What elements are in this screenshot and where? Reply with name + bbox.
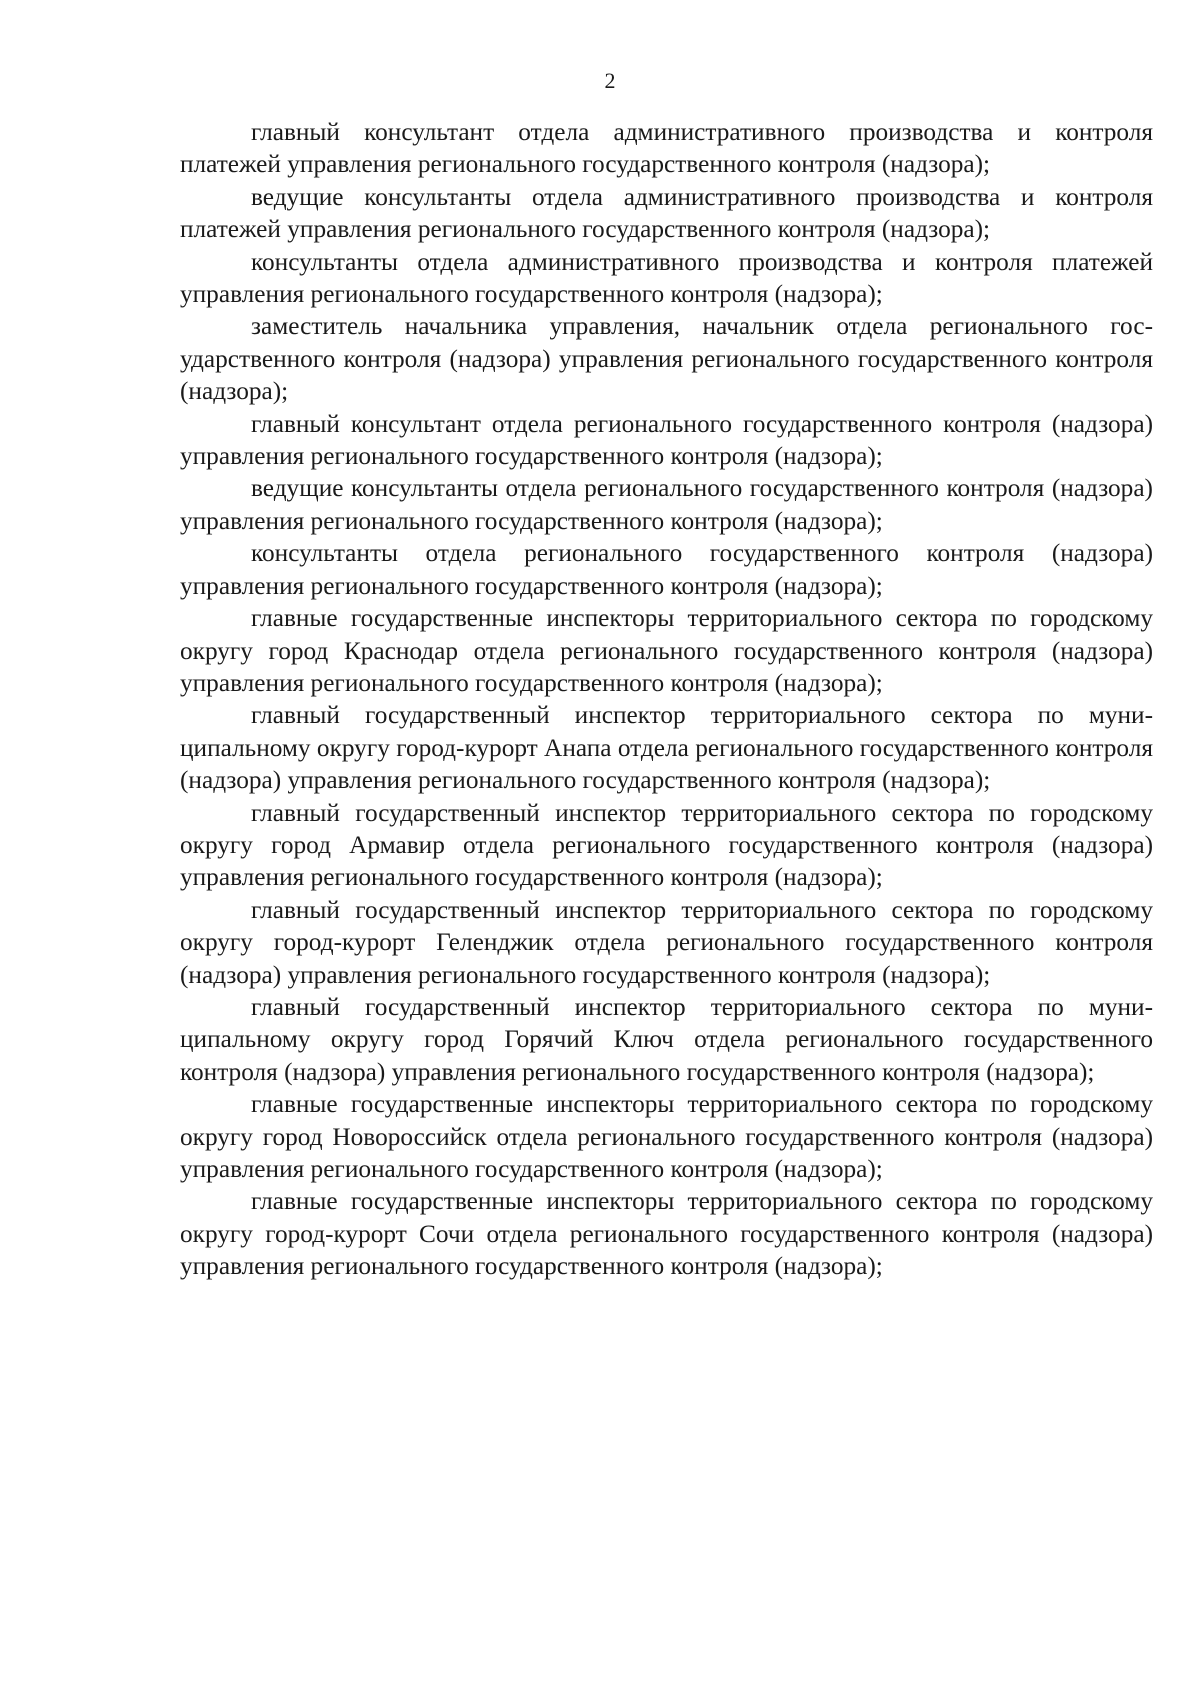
paragraph: главный государственный инспектор территориального сектора по городскому округу город Армавир отдела регионального государственного контроля (надзора) управления регионального государственного контроля (надзора); [180, 798, 1153, 892]
paragraph: главный консультант отдела регионального государственного контроля (надзора) управления регионального государственного контроля (надзора); [180, 409, 1153, 471]
paragraph: заместитель начальника управления, начальник отдела регионального государственного контроля (надзора) управления регионального государственного контроля (надзора); [180, 312, 1153, 406]
paragraph: главные государственные инспекторы территориального сектора по городскому округу город Краснодар отдела регионального государственного контроля (надзора) управления регионального государственного контроля (надзора); [180, 604, 1153, 697]
paragraph: главные государственные инспекторы территориального сектора по городскому округу город-курорт Сочи отдела регионального государственного контроля (надзора) управления регионального государственного контроля (надзора); [180, 1187, 1153, 1281]
paragraph: консультанты отдела регионального государственного контроля (надзора) управления регионального государственного контроля (надзора); [180, 539, 1153, 600]
paragraph: ведущие консультанты отдела регионального государственного контроля (надзора) управления регионального государственного контроля (надзора); [180, 474, 1153, 535]
document-body [180, 116, 1153, 1283]
paragraph: ведущие консультанты отдела административного производства и контроля платежей управления регионального государственного контроля (надзора); [180, 182, 1153, 244]
page-number: 2 [604, 68, 616, 93]
paragraph: главный консультант отдела административного производства и контроля платежей управления регионального государственного контроля (надзора); [180, 118, 1153, 179]
paragraph: главный государственный инспектор территориального сектора по городскому округу город-курорт Геленджик отдела регионального государственного контроля (надзора) управления регионального государственного контроля (надзора); [180, 895, 1153, 989]
paragraph: консультанты отдела административного производства и контроля платежей управления регионального государственного контроля (надзора); [180, 247, 1153, 309]
paragraph: главный государственный инспектор территориального сектора по муниципальному округу город-курорт Анапа отдела регионального государственного контроля (надзора) управления регионального государственного контроля (надзора); [180, 701, 1153, 795]
paragraph: главные государственные инспекторы территориального сектора по городскому округу город Новороссийск отдела регионального государственного контроля (надзора) управления регионального государственного контроля (надзора); [180, 1090, 1153, 1183]
paragraph: главный государственный инспектор территориального сектора по муниципальному округу город Горячий Ключ отдела регионального государственного контроля (надзора) управления регионального государственного контроля (надзора); [180, 992, 1153, 1086]
